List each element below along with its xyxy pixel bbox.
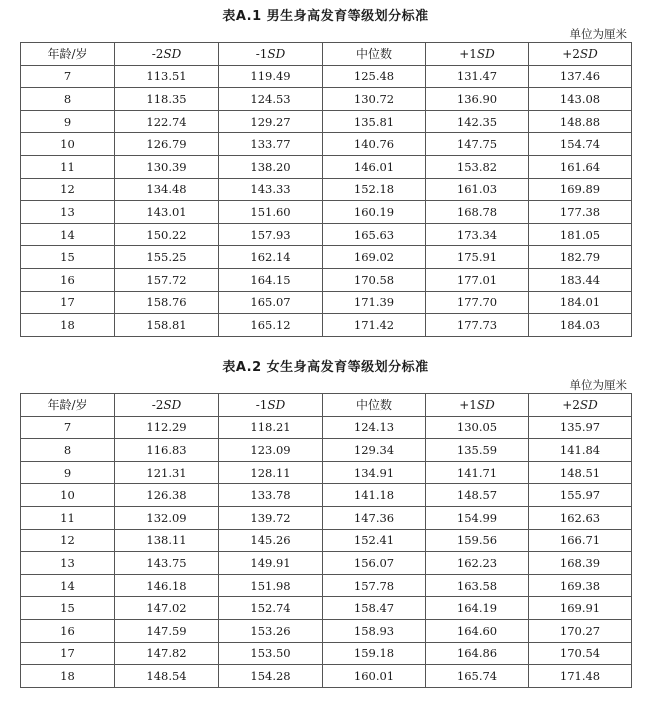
age-cell: 10 [21, 133, 115, 156]
height-value-cell: 159.18 [323, 642, 426, 665]
unit-note: 单位为厘米 [569, 378, 627, 392]
height-value-cell: 113.51 [115, 65, 219, 88]
table-row [21, 619, 632, 642]
age-cell: 13 [21, 552, 115, 575]
column-header: +1SD [426, 394, 529, 417]
height-value-cell: 158.47 [323, 597, 426, 620]
height-value-cell: 149.91 [219, 552, 323, 575]
age-cell: 15 [21, 246, 115, 269]
age-cell: 18 [21, 665, 115, 688]
height-value-cell: 147.59 [115, 619, 219, 642]
age-cell: 8 [21, 88, 115, 111]
age-cell: 14 [21, 574, 115, 597]
height-value-cell: 152.74 [219, 597, 323, 620]
table-row [21, 223, 632, 246]
age-cell: 17 [21, 642, 115, 665]
table-row [21, 484, 632, 507]
height-value-cell: 160.19 [323, 201, 426, 224]
age-cell: 7 [21, 416, 115, 439]
height-value-cell: 145.26 [219, 529, 323, 552]
height-value-cell: 154.28 [219, 665, 323, 688]
height-value-cell: 122.74 [115, 110, 219, 133]
height-value-cell: 171.48 [529, 665, 632, 688]
table-row [21, 201, 632, 224]
table-row [21, 246, 632, 269]
height-value-cell: 143.08 [529, 88, 632, 111]
height-value-cell: 182.79 [529, 246, 632, 269]
height-value-cell: 118.21 [219, 416, 323, 439]
age-cell: 10 [21, 484, 115, 507]
height-value-cell: 130.05 [426, 416, 529, 439]
height-value-cell: 146.18 [115, 574, 219, 597]
column-header: -2SD [115, 394, 219, 417]
height-value-cell: 124.13 [323, 416, 426, 439]
age-cell: 15 [21, 597, 115, 620]
height-value-cell: 165.07 [219, 291, 323, 314]
age-cell: 18 [21, 314, 115, 337]
height-value-cell: 162.23 [426, 552, 529, 575]
age-cell: 9 [21, 110, 115, 133]
height-value-cell: 130.72 [323, 88, 426, 111]
height-value-cell: 171.42 [323, 314, 426, 337]
height-value-cell: 170.27 [529, 619, 632, 642]
height-value-cell: 157.78 [323, 574, 426, 597]
height-value-cell: 152.18 [323, 178, 426, 201]
height-value-cell: 130.39 [115, 155, 219, 178]
height-value-cell: 151.98 [219, 574, 323, 597]
age-cell: 8 [21, 439, 115, 462]
height-value-cell: 184.01 [529, 291, 632, 314]
column-header: -1SD [219, 394, 323, 417]
height-value-cell: 165.63 [323, 223, 426, 246]
column-header: 年龄/岁 [21, 43, 115, 66]
height-value-cell: 148.57 [426, 484, 529, 507]
height-value-cell: 133.78 [219, 484, 323, 507]
height-value-cell: 128.11 [219, 461, 323, 484]
height-value-cell: 148.54 [115, 665, 219, 688]
table-row [21, 155, 632, 178]
height-value-cell: 181.05 [529, 223, 632, 246]
height-value-cell: 118.35 [115, 88, 219, 111]
height-value-cell: 157.93 [219, 223, 323, 246]
column-header: 年龄/岁 [21, 394, 115, 417]
height-value-cell: 129.27 [219, 110, 323, 133]
height-value-cell: 177.70 [426, 291, 529, 314]
table-row [21, 439, 632, 462]
height-value-cell: 142.35 [426, 110, 529, 133]
column-header: 中位数 [323, 394, 426, 417]
boys-height-table [20, 42, 632, 337]
height-value-cell: 143.01 [115, 201, 219, 224]
height-value-cell: 124.53 [219, 88, 323, 111]
height-value-cell: 121.31 [115, 461, 219, 484]
table-row [21, 314, 632, 337]
height-value-cell: 169.02 [323, 246, 426, 269]
unit-note: 单位为厘米 [569, 27, 627, 41]
height-value-cell: 168.78 [426, 201, 529, 224]
table-row [21, 110, 632, 133]
table-row [21, 88, 632, 111]
height-value-cell: 153.50 [219, 642, 323, 665]
height-value-cell: 126.38 [115, 484, 219, 507]
table-header-row [21, 43, 632, 66]
height-value-cell: 162.14 [219, 246, 323, 269]
column-header: +2SD [529, 43, 632, 66]
column-header: +2SD [529, 394, 632, 417]
table-title: 表A.1 男生身高发育等级划分标准 [222, 9, 429, 24]
column-header: -2SD [115, 43, 219, 66]
height-value-cell: 143.75 [115, 552, 219, 575]
table-row [21, 552, 632, 575]
height-value-cell: 164.15 [219, 268, 323, 291]
height-value-cell: 151.60 [219, 201, 323, 224]
height-value-cell: 166.71 [529, 529, 632, 552]
column-header: -1SD [219, 43, 323, 66]
age-cell: 16 [21, 619, 115, 642]
age-cell: 12 [21, 178, 115, 201]
height-value-cell: 158.93 [323, 619, 426, 642]
height-value-cell: 146.01 [323, 155, 426, 178]
height-value-cell: 152.41 [323, 529, 426, 552]
height-value-cell: 150.22 [115, 223, 219, 246]
table-row [21, 291, 632, 314]
age-cell: 12 [21, 529, 115, 552]
age-cell: 9 [21, 461, 115, 484]
height-value-cell: 140.76 [323, 133, 426, 156]
column-header: 中位数 [323, 43, 426, 66]
height-value-cell: 165.74 [426, 665, 529, 688]
height-value-cell: 134.48 [115, 178, 219, 201]
height-value-cell: 147.82 [115, 642, 219, 665]
height-value-cell: 147.36 [323, 506, 426, 529]
height-value-cell: 123.09 [219, 439, 323, 462]
age-cell: 17 [21, 291, 115, 314]
height-value-cell: 177.38 [529, 201, 632, 224]
table-row [21, 268, 632, 291]
height-value-cell: 135.81 [323, 110, 426, 133]
height-value-cell: 137.46 [529, 65, 632, 88]
age-cell: 16 [21, 268, 115, 291]
height-value-cell: 154.99 [426, 506, 529, 529]
height-value-cell: 165.12 [219, 314, 323, 337]
height-value-cell: 141.71 [426, 461, 529, 484]
height-value-cell: 156.07 [323, 552, 426, 575]
height-value-cell: 129.34 [323, 439, 426, 462]
height-value-cell: 126.79 [115, 133, 219, 156]
height-value-cell: 159.56 [426, 529, 529, 552]
age-cell: 14 [21, 223, 115, 246]
height-value-cell: 158.81 [115, 314, 219, 337]
height-value-cell: 155.97 [529, 484, 632, 507]
height-value-cell: 133.77 [219, 133, 323, 156]
height-value-cell: 155.25 [115, 246, 219, 269]
height-value-cell: 153.26 [219, 619, 323, 642]
height-value-cell: 147.02 [115, 597, 219, 620]
table-row [21, 65, 632, 88]
boys-height-table-block [20, 8, 631, 337]
height-value-cell: 131.47 [426, 65, 529, 88]
table-row [21, 416, 632, 439]
girls-height-table-block [20, 359, 631, 688]
height-value-cell: 139.72 [219, 506, 323, 529]
age-cell: 11 [21, 506, 115, 529]
height-value-cell: 143.33 [219, 178, 323, 201]
height-value-cell: 148.88 [529, 110, 632, 133]
height-value-cell: 164.19 [426, 597, 529, 620]
girls-height-table [20, 393, 632, 688]
height-value-cell: 161.03 [426, 178, 529, 201]
height-value-cell: 135.97 [529, 416, 632, 439]
height-value-cell: 136.90 [426, 88, 529, 111]
table-row [21, 506, 632, 529]
height-value-cell: 177.01 [426, 268, 529, 291]
height-value-cell: 163.58 [426, 574, 529, 597]
height-value-cell: 112.29 [115, 416, 219, 439]
height-value-cell: 177.73 [426, 314, 529, 337]
table-row [21, 133, 632, 156]
height-value-cell: 175.91 [426, 246, 529, 269]
height-value-cell: 169.91 [529, 597, 632, 620]
height-value-cell: 147.75 [426, 133, 529, 156]
height-value-cell: 161.64 [529, 155, 632, 178]
height-value-cell: 134.91 [323, 461, 426, 484]
height-value-cell: 171.39 [323, 291, 426, 314]
age-cell: 7 [21, 65, 115, 88]
height-value-cell: 141.18 [323, 484, 426, 507]
height-value-cell: 183.44 [529, 268, 632, 291]
height-value-cell: 170.54 [529, 642, 632, 665]
table-row [21, 461, 632, 484]
table-title: 表A.2 女生身高发育等级划分标准 [222, 360, 429, 375]
table-row [21, 178, 632, 201]
height-value-cell: 153.82 [426, 155, 529, 178]
height-value-cell: 170.58 [323, 268, 426, 291]
height-value-cell: 164.60 [426, 619, 529, 642]
age-cell: 13 [21, 201, 115, 224]
height-value-cell: 162.63 [529, 506, 632, 529]
table-row [21, 642, 632, 665]
height-value-cell: 168.39 [529, 552, 632, 575]
table-header-row [21, 394, 632, 417]
table-row [21, 574, 632, 597]
height-value-cell: 135.59 [426, 439, 529, 462]
height-value-cell: 125.48 [323, 65, 426, 88]
age-cell: 11 [21, 155, 115, 178]
table-row [21, 529, 632, 552]
height-value-cell: 173.34 [426, 223, 529, 246]
height-value-cell: 141.84 [529, 439, 632, 462]
height-value-cell: 160.01 [323, 665, 426, 688]
height-value-cell: 154.74 [529, 133, 632, 156]
height-value-cell: 169.89 [529, 178, 632, 201]
height-value-cell: 138.11 [115, 529, 219, 552]
height-value-cell: 119.49 [219, 65, 323, 88]
height-value-cell: 138.20 [219, 155, 323, 178]
table-row [21, 665, 632, 688]
height-value-cell: 164.86 [426, 642, 529, 665]
height-value-cell: 169.38 [529, 574, 632, 597]
height-value-cell: 184.03 [529, 314, 632, 337]
height-value-cell: 158.76 [115, 291, 219, 314]
height-value-cell: 148.51 [529, 461, 632, 484]
height-value-cell: 116.83 [115, 439, 219, 462]
height-value-cell: 132.09 [115, 506, 219, 529]
height-value-cell: 157.72 [115, 268, 219, 291]
table-row [21, 597, 632, 620]
column-header: +1SD [426, 43, 529, 66]
